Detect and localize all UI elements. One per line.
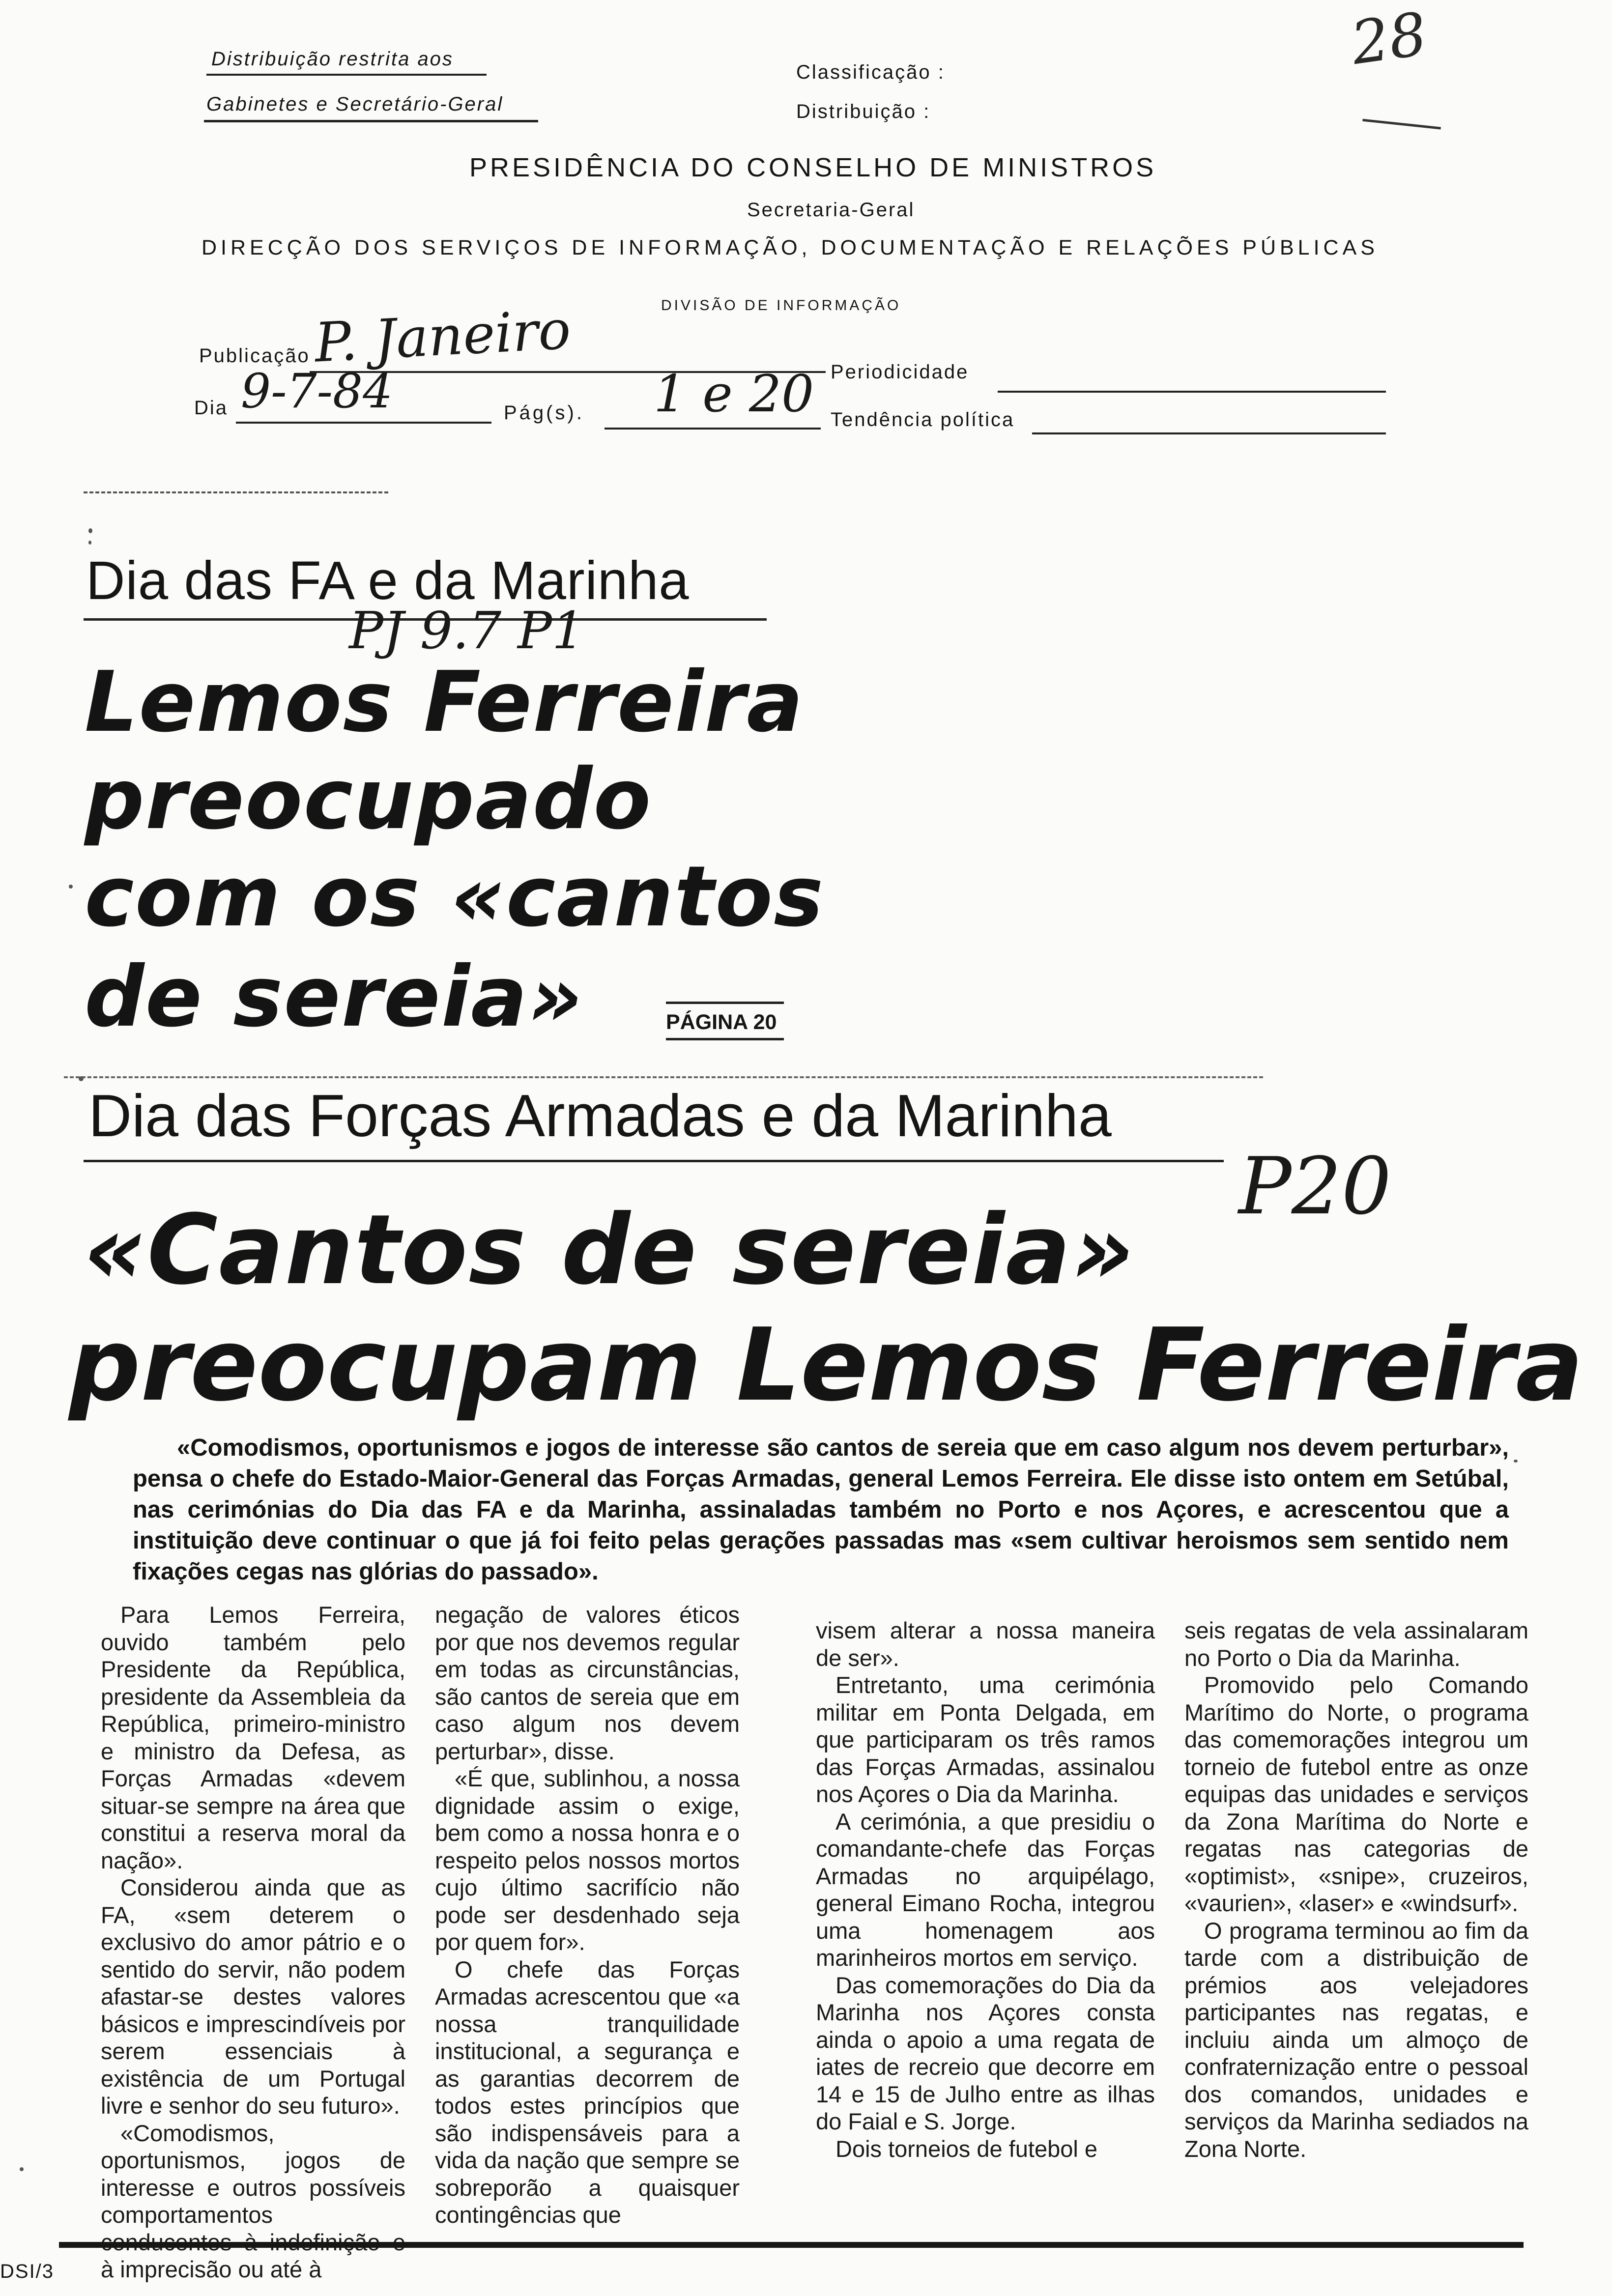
- scan-speck: [88, 541, 91, 545]
- handwritten-reference: PJ 9.7 P1: [349, 601, 585, 660]
- tendency-rule: [1032, 432, 1386, 434]
- col1-paragraph: Considerou ainda que as FA, «sem deterem o exclusivo do amor pátrio e o sentido do servir, não podem afastar-se destes valores básicos e imprescindíveis por serem essenciais à existência de um Portugal livre e senhor do seu futuro».: [101, 1874, 405, 2119]
- restriction-line-2: Gabinetes e Secretário-Geral: [206, 93, 504, 115]
- scan-speck: [20, 2167, 24, 2171]
- col4-paragraph: O programa terminou ao fim da tarde com a distribuição de prémios aos velejadores participantes nas regatas, e incluiu ainda um almoço de confraternização entre o pessoal dos comandos, unidades e serviços da Marinha sediados na Zona Norte.: [1184, 1917, 1528, 2162]
- col4-paragraph: seis regatas de vela assinalaram no Porto o Dia da Marinha.: [1184, 1617, 1528, 1671]
- clipping-dash-mid: [64, 1076, 1263, 1078]
- bottom-rule: [59, 2242, 1524, 2248]
- document-code: DSI/3: [0, 2261, 55, 2282]
- teaser-headline-line-1: Lemos Ferreira: [85, 654, 804, 751]
- teaser-headline-line-4: de sereia»: [85, 948, 584, 1046]
- col3-paragraph: Das comemorações do Dia da Marinha nos Açores consta ainda o apoio a uma regata de iates de recreio que decorre em 14 e 15 de Julho entre as ilhas do Faial e S. Jorge.: [816, 1972, 1155, 2134]
- col3-paragraph: A cerimónia, a que presidiu o comandante-chefe das Forças Armadas no arquipélago, general Eimano Rocha, integrou uma homenagem aos marinheiros mortos em serviço.: [816, 1808, 1155, 1971]
- col2-paragraph: O chefe das Forças Armadas acrescentou que «a nossa tranquilidade institucional, a segurança e as garantias decorrem de todos estes princípios que são indispensáveis para a vida da nação que sempre se sobreporão a quaisquer contingências que: [435, 1956, 740, 2228]
- teaser-kicker: Dia das FA e da Marinha: [86, 550, 690, 611]
- scan-speck: [1514, 1460, 1518, 1463]
- col3-paragraph: visem alterar a nossa maneira de ser».: [816, 1617, 1155, 1671]
- secretariat-title: Secretaria-Geral: [747, 199, 915, 221]
- col3-paragraph: Entretanto, uma cerimónia militar em Ponta Delgada, em que participaram os três ramos das Forças Armadas, assinalou nos Açores o Dia da Marinha.: [816, 1672, 1155, 1807]
- col1-paragraph: «Comodismos, oportunismos, jogos de interesse e outros possíveis comportamentos à imprecisão ou até à: [101, 2120, 405, 2282]
- page-ref: PÁGINA 20: [666, 1010, 777, 1034]
- article-lead: «Comodismos, oportunismos e jogos de interesse são cantos de sereia que em caso algum nos devem perturbar», pensa o chefe do Estado-Maior-General das Forças Armadas, general Lemos Ferreira. Ele disse isto ontem em Setúbal, nas cerimónias do Dia das FA e da Marinha, assinaladas também no Porto e nos Açores, e acrescentou que a instituição deve continuar o que já foi feito pelas gerações passadas mas «sem cultivar heroismos sem sentido nem fixações cegas nas glórias do passado».: [133, 1435, 1509, 1585]
- article-column-3: [816, 1617, 1155, 2162]
- distribution-label: Distribuição :: [796, 101, 931, 122]
- article-headline-line-1: «Cantos de sereia»: [84, 1194, 1135, 1306]
- classification-label: Classificação :: [796, 61, 945, 83]
- clipping-dash-top: [84, 491, 388, 493]
- directorate-title: DIRECÇÃO DOS SERVIÇOS DE INFORMAÇÃO, DOCUMENTAÇÃO E RELAÇÕES PÚBLICAS: [202, 236, 1379, 259]
- article-column-2: [435, 1601, 740, 2229]
- col4-paragraph: Promovido pelo Comando Marítimo do Norte, o programa das comemorações integrou um torneio de futebol entre as onze equipas das unidades e serviços da Zona Marítima do Norte e regatas nas categorias de «optimist», «snipe», cruzeiros, «vaurien», «laser» e «windsurf».: [1184, 1672, 1528, 1916]
- periodicity-rule: [998, 391, 1386, 393]
- col3-paragraph: Dois torneios de futebol e: [835, 2135, 1097, 2162]
- article-kicker-rule: [84, 1160, 1224, 1162]
- scan-speck: [88, 528, 92, 533]
- col2-paragraph: negação de valores éticos por que nos devemos regular em todas as circunstâncias, são cantos de sereia que em caso algum nos devem perturbar», disse.: [435, 1602, 740, 1764]
- periodicity-label: Periodicidade: [831, 361, 969, 383]
- publication-value: P. Janeiro: [313, 298, 573, 374]
- presidency-title: PRESIDÊNCIA DO CONSELHO DE MINISTROS: [469, 153, 1157, 182]
- restriction-line-1: Distribuição restrita aos: [211, 48, 454, 70]
- day-rule: [236, 422, 491, 424]
- article-column-1: [101, 1601, 405, 2283]
- page-ref-rule-bottom: [666, 1038, 784, 1040]
- restriction-rule-2: [204, 120, 538, 122]
- pages-value: 1 e 20: [654, 364, 814, 424]
- division-title: DIVISÃO DE INFORMAÇÃO: [661, 297, 901, 314]
- handwritten-page-note: P20: [1238, 1140, 1392, 1232]
- teaser-headline-line-2: preocupado: [85, 751, 652, 848]
- article-kicker: Dia das Forças Armadas e da Marinha: [88, 1082, 1112, 1149]
- handwritten-mark: [1360, 119, 1441, 149]
- pages-label: Pág(s).: [504, 402, 584, 424]
- article-column-4: [1184, 1617, 1528, 2162]
- page-ref-rule-top: [666, 1002, 784, 1004]
- handwritten-folio-number: 28: [1347, 0, 1431, 78]
- restriction-rule-1: [206, 74, 487, 76]
- day-label: Dia: [194, 397, 229, 419]
- publication-label: Publicação: [199, 345, 310, 367]
- pages-rule: [604, 428, 821, 430]
- scan-speck: [79, 1076, 84, 1081]
- tendency-label: Tendência política: [831, 409, 1015, 430]
- article-headline-line-2: preocupam Lemos Ferreira: [69, 1307, 1583, 1424]
- teaser-headline-line-3: com os «cantos: [85, 848, 825, 946]
- col2-paragraph: «É que, sublinhou, a nossa dignidade assim o exige, bem como a nossa honra e o respeito pelos nossos mortos cujo último sacrifício não pode ser desdenhado seja por quem for».: [435, 1765, 740, 1955]
- scan-speck: [69, 885, 73, 889]
- col1-paragraph: Para Lemos Ferreira, ouvido também pelo Presidente da República, presidente da Assembleia da República, primeiro-ministro e ministro da Defesa, as Forças Armadas «devem situar-se sempre na área que constitui a reserva moral da nação».: [101, 1602, 405, 1873]
- day-value: 9-7-84: [241, 364, 393, 419]
